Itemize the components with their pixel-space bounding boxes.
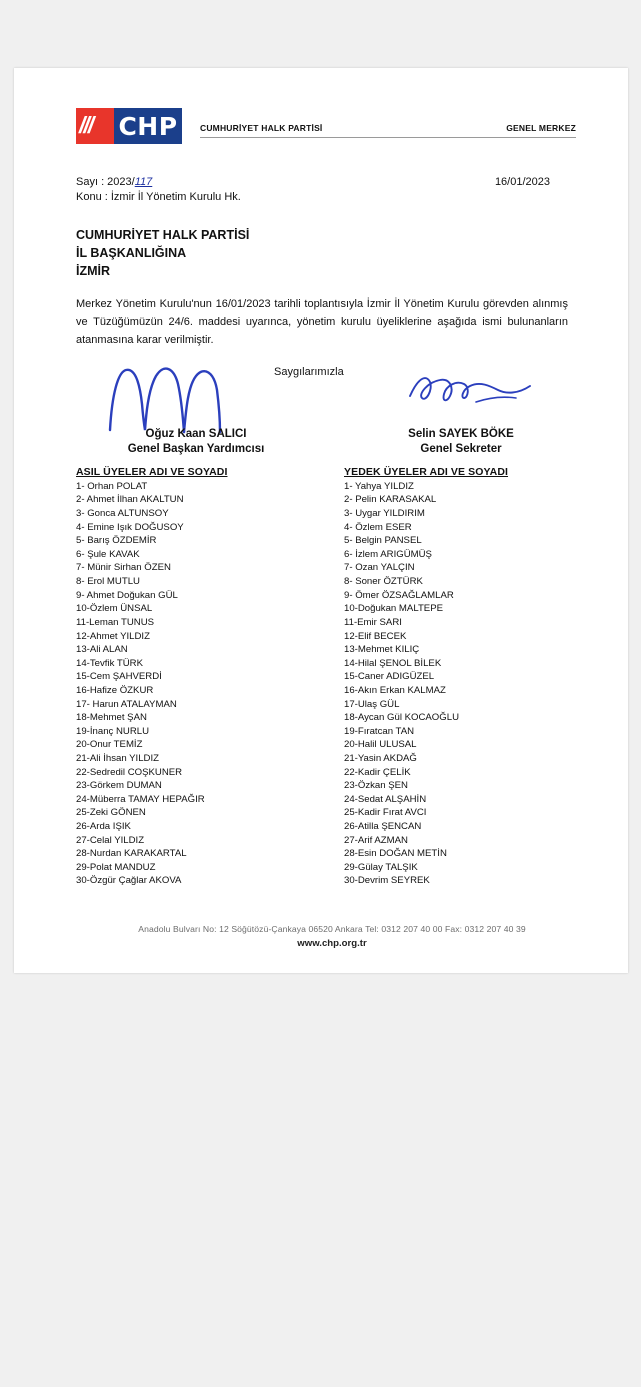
list-item: 1- Orhan POLAT: [76, 480, 148, 492]
footer-website[interactable]: www.chp.org.tr: [297, 938, 367, 949]
list-item: 8- Erol MUTLU: [76, 576, 140, 588]
list-item: 25-Zeki GÖNEN: [76, 807, 146, 819]
letterhead: [76, 108, 576, 154]
regards-text: Saygılarımızla: [274, 365, 344, 378]
addressee-line-3: İZMİR: [76, 264, 111, 279]
signature-scribble-left: [96, 360, 266, 436]
logo-text: CHP: [114, 108, 182, 144]
list-item: 25-Kadir Fırat AVCI: [344, 807, 427, 819]
list-item: 10-Özlem ÜNSAL: [76, 603, 153, 615]
list-item: 14-Hilal ŞENOL BİLEK: [344, 657, 442, 669]
list-item: 13-Ali ALAN: [76, 644, 128, 656]
list-item: 27-Arif AZMAN: [344, 834, 408, 846]
list-item: 10-Doğukan MALTEPE: [344, 603, 444, 615]
list-item: 22-Sedredil COŞKUNER: [76, 766, 183, 778]
list-item: 19-Fıratcan TAN: [344, 725, 415, 737]
reference-number-label: Sayı : 2023/: [76, 176, 135, 188]
list-item: 18-Aycan Gül KOCAOĞLU: [344, 712, 459, 724]
list-item: 16-Hafize ÖZKUR: [76, 684, 154, 696]
list-item: 24-Sedat ALŞAHİN: [344, 793, 427, 805]
list-item: 17-Ulaş GÜL: [344, 698, 400, 710]
body-paragraph: Merkez Yönetim Kurulu'nun 16/01/2023 tarihli toplantısıyla İzmir İl Yönetim Kurulu görevden alınmış ve Tüzüğümüzün 24/6. maddesi uyarınca, yönetim kurulu üyeliklerine aşağıda ismi bulunanların atanmasına karar verilmiştir.: [76, 298, 568, 346]
list-item: 12-Ahmet YILDIZ: [76, 630, 150, 642]
reference-number-value: 117: [134, 176, 153, 188]
footer-address: Anadolu Bulvarı No: 12 Söğütözü-Çankaya 06520 Ankara Tel: 0312 207 40 00 Fax: 0312 207 40 39: [138, 924, 526, 934]
list-item: 7- Münir Sirhan ÖZEN: [76, 562, 171, 574]
list-item: 2- Pelin KARASAKAL: [344, 494, 437, 506]
list-item: 3- Gonca ALTUNSOY: [76, 508, 169, 520]
list-item: 29-Gülay TALŞIK: [344, 861, 418, 873]
primary-members-column: [76, 466, 326, 888]
document-meta: [76, 176, 576, 210]
list-item: 29-Polat MANDUZ: [76, 861, 156, 873]
signatory-right-title: Genel Sekreter: [420, 442, 502, 455]
document-sheet: [14, 68, 628, 973]
reserve-members-column: [326, 466, 576, 888]
list-item: 26-Atilla ŞENCAN: [344, 821, 422, 833]
list-item: 28-Nurdan KARAKARTAL: [76, 848, 187, 860]
list-item: 5- Belgin PANSEL: [344, 535, 422, 547]
list-item: 27-Celal YILDIZ: [76, 834, 145, 846]
list-item: 6- Şule KAVAK: [76, 548, 140, 560]
primary-members-list: [76, 480, 326, 888]
signatory-right-name: Selin SAYEK BÖKE: [408, 427, 514, 440]
list-item: 12-Elif BECEK: [344, 630, 407, 642]
subject-line: Konu : İzmir İl Yönetim Kurulu Hk.: [76, 191, 241, 203]
reserve-members-list: [344, 480, 576, 888]
list-item: 23-Görkem DUMAN: [76, 780, 162, 792]
addressee-line-2: İL BAŞKANLIĞINA: [76, 246, 187, 261]
reserve-members-title: YEDEK ÜYELER ADI VE SOYADI: [344, 465, 509, 478]
list-item: 21-Yasin AKDAĞ: [344, 753, 417, 764]
list-item: 18-Mehmet ŞAN: [76, 712, 147, 724]
list-item: 15-Caner ADIGÜZEL: [344, 671, 435, 683]
list-item: 4- Emine Işık DOĞUSOY: [76, 521, 184, 533]
addressee-block: [76, 226, 576, 280]
list-item: 23-Özkan ŞEN: [344, 780, 408, 792]
reference-number: [76, 176, 152, 188]
list-item: 22-Kadir ÇELİK: [344, 766, 411, 778]
list-item: 21-Ali İhsan YILDIZ: [76, 753, 160, 764]
list-item: 30-Devrim SEYREK: [344, 875, 430, 887]
header-divider: [200, 137, 576, 138]
chp-logo: [76, 108, 182, 144]
list-item: 9- Ömer ÖZSAĞLAMLAR: [344, 589, 454, 601]
list-item: 19-İnanç NURLU: [76, 725, 150, 737]
list-item: 17- Harun ATALAYMAN: [76, 698, 177, 710]
list-item: 9- Ahmet Doğukan GÜL: [76, 589, 178, 601]
list-item: 20-Halil ULUSAL: [344, 739, 417, 751]
list-item: 13-Mehmet KILIÇ: [344, 644, 420, 656]
list-item: 11-Emir SARI: [344, 616, 402, 628]
document-content: [76, 108, 576, 888]
list-item: 16-Akın Erkan KALMAZ: [344, 684, 446, 696]
addressee-line-1: CUMHURİYET HALK PARTİSİ: [76, 228, 250, 242]
header-office: GENEL MERKEZ: [506, 123, 576, 133]
header-party-name: CUMHURİYET HALK PARTİSİ: [200, 123, 323, 133]
list-item: 28-Esin DOĞAN METİN: [344, 848, 447, 860]
flag-icon: [76, 108, 114, 144]
list-item: 7- Ozan YALÇIN: [344, 562, 415, 574]
primary-members-title: ASIL ÜYELER ADI VE SOYADI: [76, 465, 228, 478]
list-item: 3- Uygar YILDIRIM: [344, 508, 425, 520]
list-item: 14-Tevfik TÜRK: [76, 657, 143, 669]
list-item: 20-Onur TEMİZ: [76, 739, 143, 751]
list-item: 2- Ahmet İlhan AKALTUN: [76, 494, 184, 506]
list-item: 26-Arda IŞIK: [76, 821, 131, 833]
signature-block: [76, 366, 576, 458]
list-item: 4- Özlem ESER: [344, 521, 412, 533]
list-item: 15-Cem ŞAHVERDİ: [76, 671, 162, 683]
signature-scribble-right: [406, 368, 536, 414]
document-footer: [76, 924, 588, 949]
signatory-left-name: Oğuz Kaan SALICI: [145, 427, 247, 440]
list-item: 1- Yahya YILDIZ: [344, 480, 414, 492]
list-item: 30-Özgür Çağlar AKOVA: [76, 875, 182, 887]
member-lists: [76, 466, 576, 888]
arrows-icon: ///: [79, 112, 93, 138]
list-item: 8- Soner ÖZTÜRK: [344, 576, 423, 588]
list-item: 6- İzlem ARIGÜMÜŞ: [344, 548, 432, 560]
list-item: 11-Leman TUNUS: [76, 616, 155, 628]
signatory-left-title: Genel Başkan Yardımcısı: [127, 442, 265, 455]
list-item: 24-Müberra TAMAY HEPAĞIR: [76, 793, 205, 805]
document-date: 16/01/2023: [494, 176, 550, 188]
list-item: 5- Barış ÖZDEMİR: [76, 535, 157, 547]
